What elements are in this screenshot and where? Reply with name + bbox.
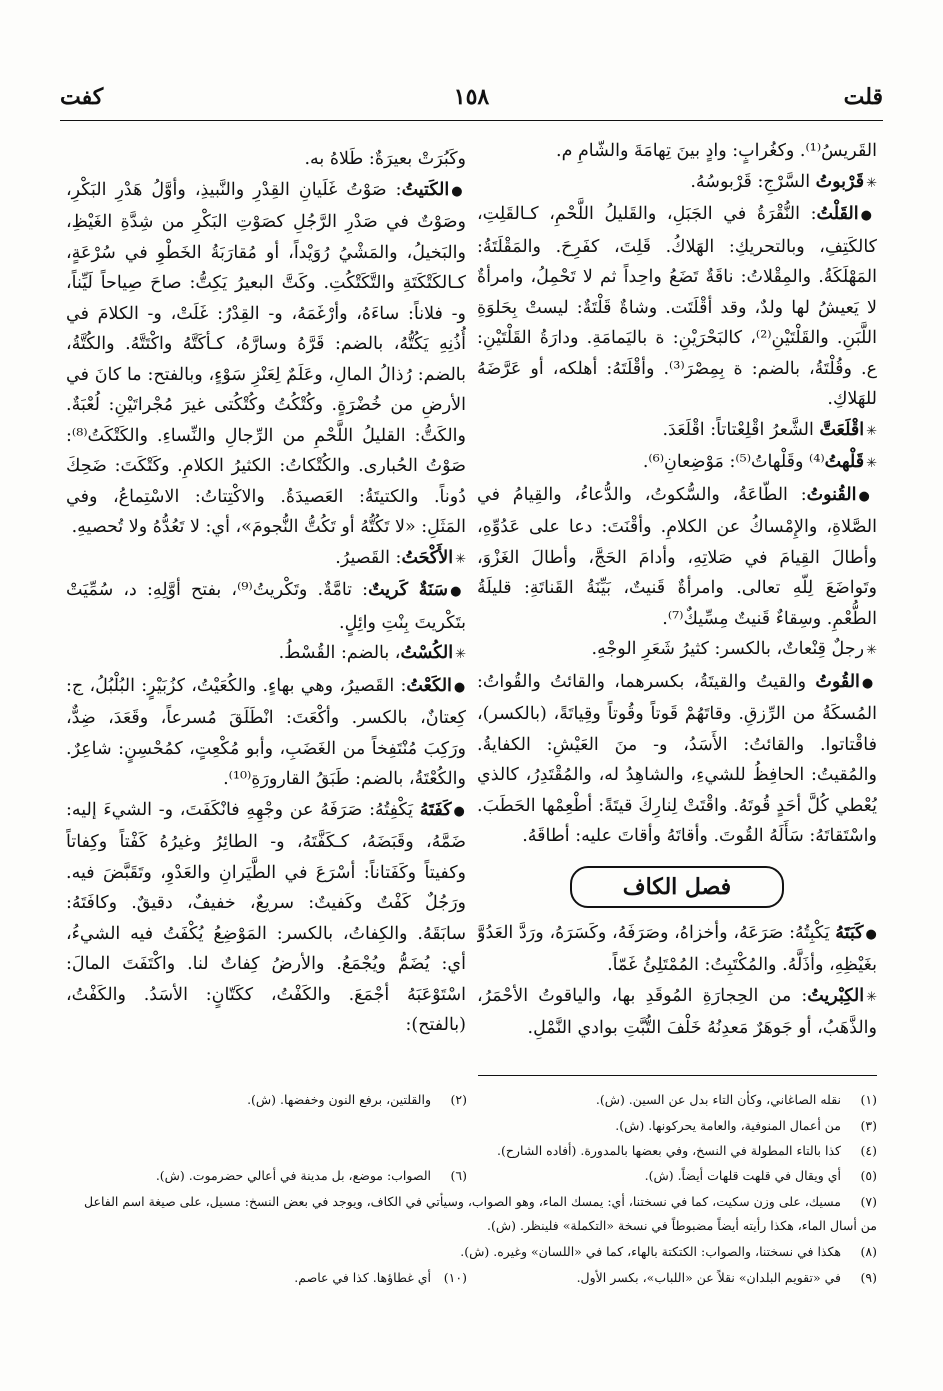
entry-headword: الكَعْتُ [406,675,452,696]
entry-headword: قَلْهتُ [824,452,865,472]
dictionary-entry [477,415,877,448]
entry-text: القَريسُ⁽¹⁾. وكغُرابٍ: وادٍ بينَ تِهامَةَ والشّامِ م. [556,141,877,161]
footnote-number: (٥) [860,1168,877,1183]
entry-text: يَكْبِتُهُ: صَرَعَهُ، وأخزاهُ، وصَرَفَهُ، وكَسَرَهُ، ورَدَّ العَدُوَّ بغَيْظِهِ، وأذَلَّهُ. والمُكْتَبِتُ: المُمْتَلِئُ غَمّاً. [477,922,877,975]
entry-text: : تامَّةٌ. وتَكْريتُ⁽⁹⁾، بفتح أوَّلِهِ: د، سُمِّيَتْ بتَكْريتَ بِنْتِ وائِلٍ. [66,580,466,633]
dictionary-entry [66,795,466,1041]
entry-headword: الكُسْتُ [400,643,454,663]
footnote-number: (١) [860,1092,877,1107]
dictionary-entry [66,543,466,576]
footnote-text: نقله الصاغاني، وكأن التاء بدل عن السين. (ش). [595,1092,841,1107]
footnote-number: (٩) [860,1270,877,1285]
dictionary-entry [66,144,466,175]
dictionary-entry [477,480,877,635]
entry-text: الشَّعرُ اقْلِعْتاتاً: اقْلَعَدَ. [662,419,820,440]
footnotes [67,1088,877,1338]
entry-text: : صَوْتُ غَلَيانِ القِدْرِ والنَّبيذِ، وأوَّلُ هَدْرِ البَكْرِ، وصَوْتٌ في صَدْرِ الرَّجُلِ كصَوْتِ البَكْرِ من شِدَّةِ الغَيْظِ، والبَخيلُ، والمَشْيُ رُوَيْداً، أو مُقارَبَةُ الخَطْوِ في سُرْعَةٍ، كـالكَتْكَتَةِ والتَّكَتْكُتِ. وكَتَّ البعيرُ يَكِتُّ: صاحَ صِياحاً لَيِّناً، و- فلاناً: ساءَهُ، وأرْغَمَهُ، و- القِدْرُ: غَلَتْ، و- الكلامَ في أُذُنِهِ يَكُتُّهُ، بالضم: قَرَّهُ وسارَّهُ، كـأكَتَّهُ واكْتَتَّهُ. والكُتَّةُ، بالضم: رُذالُ المالِ، وعَلَمٌ لِعَنْزِ سَوْءٍ، وبالفتح: ما كانَ في الأرضِ من خُضْرَةٍ. وكُتْكُتُ وكُتْكُتى غيرَ مُجْراتَيْنِ: لُعْبَةٌ. والكَتُّ: القليلُ اللَّحْمِ من الرِّجالِ والنِّساءِ. والكَتْكَتُ⁽⁸⁾: صَوْتُ الحُبارى. والكُتْكاتُ: الكثيرُ الكلامِ. وكَتْكَتَ: ضَحِكَ دُوناً. والكتيتَةُ: العَصيدَةُ. والاكْتِتاتُ: الاسْتِماعُ، وفي المَثَلِ: «لا تَكُتُّهُ أو تَكُتُّ النُّجومَ»، أي: لا تَعُدُّهُ ولا تُحصيهِ. [66,179,466,537]
dictionary-entry [66,638,466,671]
dictionary-entry [66,671,466,795]
entry-text: : الطّاعَةُ، والسُّكوتُ، والدُّعاءُ، والقِيامُ في الصَّلاةِ، والإِمْساكُ عن الكلامِ. وأقْنَتَ: دعا على عَدُوِّهِ، وأطالَ القِيامَ في صَلاتِهِ، وأدامَ الحَجَّ، وأطالَ الغَزْوَ، وتَواضَعَ لِلّهِ تعالى. وامرأةٌ قَنيتٌ، بَيِّنَةُ القَناتَةِ: قليلَةُ الطُّعْمِ. وسِقاءٌ قَنيتٌ مِسِّيكٌ⁽⁷⁾. [477,484,877,629]
entry-text: السَّرْجِ: قَرْبوسُهُ. [690,171,816,192]
dictionary-entry [477,199,877,415]
dictionary-entry [66,575,466,638]
entry-text: والقيتُ والقيتَةُ، بكسرهما، والقائتُ والقُواتُ: المُسكَةُ من الرِّزقِ. وقاتَهُمْ قَوتاً وقُوتاً وقِياتَةً، (بالكسر)، فاقْتاتوا. والقائتُ: الأَسَدُ، و- منَ العَيْشِ: الكفايةُ. والمُقيتُ: الحافِظُ للشيءِ، والشاهِدُ له، والمُقْتَدِرُ، كالذي يُعْطي كُلَّ أحَدٍ قُوتَهُ. واقْتَتْ لِنارِكَ قيتَةً: أطْعِمْها الحَطَبَ. واسْتَقاتَهُ: سَأَلَهُ القُوتَ. وأقاتَهُ وأقاتَ عليه: أطاقَهُ. [477,671,877,846]
entry-headword: الكِبْريتُ [807,985,865,1006]
entry-text: : القَصيرُ. [335,547,402,568]
entry-text: : القَصيرُ، وهي بهاءٍ. والكُعَيْتُ، كزُبَيْرٍ: البُلْبُلُ، ج: كِعتانٌ، بالكسر. وأكْعَتَ: انْطَلَقَ مُسرعاً، وقَعَدَ، ضِدٌّ، ورَكِبَ مُنْتَفِخاً من الغَضَبِ، وأبو مُكْعِتٍ، كمُحْسِنٍ: شاعِرٌ. والكُعْتَةُ، بالضم: طَبَقُ القارورَةِ⁽¹⁰⁾. [66,675,466,789]
footnote-text: كذا بالتاء المطولة في النسخ، وفي بعضها بالمدورة. (أفاده الشارح). [496,1143,841,1158]
footnote-text: من أعمال المنوفية، والعامة يحركونها. (ش). [615,1118,841,1133]
entry-text: رجلٌ قِنْعاتٌ، بالكسر: كثيرُ شَعَرِ الوجْهِ. [591,639,865,659]
footnote-text: أي ويقال في قلهت قلهات أيضاً. (ش). [644,1168,841,1183]
entry-headword: القُوتُ [815,671,860,692]
footnote-text: أي غطاؤها. كذا في عاصم. [294,1270,431,1285]
footnote-text: مسيك، على وزن سكيت، كما في نسختنا، أي: يمسك الماء، وهو الصواب، وسيأتي في الكاف، ويوجد في بعض النسخ: مسيل، على صيغة اسم الفاعل من أسال الماء، هكذا رأيته أيضاً مضبوطاً في نسخة «التكملة» فلينظر. (ش). [84,1194,877,1233]
footnote [67,1088,467,1112]
footnote [477,1088,877,1112]
dictionary-entry [477,981,877,1044]
dictionary-entry [477,634,877,667]
footnote-number: (٤) [860,1143,877,1158]
footnote [477,1114,877,1138]
entry-headword: قَرْبوتُ [815,171,865,192]
entry-headword: سَنَةٌ كَريتٌ [368,580,449,600]
header-rule [60,120,883,121]
dictionary-entry [477,136,877,167]
footnote [477,1266,877,1290]
entry-headword: الأَكْحَتُ [401,547,454,568]
footnote [477,1164,877,1188]
footnote-number: (٢) [450,1092,467,1107]
section-heading: فصل الكاف [570,866,784,908]
footnote-text: والقلتين، برفع النون وخفضها. (ش). [247,1092,431,1107]
entry-text: يَكْفِتُهُ: صَرَفَهُ عن وجْهِهِ فانْكَفَتَ، و- الشيءَ إليه: ضَمَّهُ، وقَبَضَهُ، كـكَفَّتَهُ، و- الطائِرُ وغيرُهُ كَفْتاً وكِفاتاً وكفيتاً وكَفَتاناً: أسْرَعَ في الطَّيَرانِ والعَدْوِ، وتَقَبَّضَ فيه. ورَجُلٌ كَفْتٌ وكَفيتٌ: سريعٌ، خفيفٌ، دقيقٌ. وكافَتَهُ: سابَقَهُ. والكِفاتُ، بالكسر: المَوْضِعُ يُكْفَتُ فيه الشيءُ، أي: يُضَمُّ ويُجْمَعُ. والأرضُ كِفاتٌ لنا. واكْتَفَتَ المالَ: اسْتَوْعَبَهُ أجْمَعَ. والكَفْتُ، ككَتّانٍ: الأسَدُ. والكَفْتُ، (بالفتح): [66,799,466,1035]
footnote-number: (٦) [450,1168,467,1183]
footnote [67,1164,467,1188]
header-left-word: كفت [60,84,104,110]
entry-headword: القُنوتُ [806,484,857,505]
entry-headword: اقْلَعَتَّ [819,419,865,440]
footnote [67,1240,877,1264]
entry-text: ، بالضم: القُسْطُ. [278,643,401,663]
header-right-word: قلت [843,84,883,110]
entry-text: : من الحِجارَةِ المُوقَدِ بها، والياقوتُ الأحْمَرُ، والذَّهَبُ، أو جَوهَرٌ مَعدِنُهُ خَلْفَ التُّبَّتِ بوادي النَّمْلِ. [477,985,877,1038]
dictionary-entry [477,167,877,200]
footnote-text: في «تقويم البلدان» نقلاً عن «اللباب»، بكسر الأول. [576,1270,841,1285]
page-number [60,84,883,110]
footnote-rule [478,1075,877,1076]
footnote-number: (٧) [860,1194,877,1209]
dictionary-entry [66,175,466,543]
dictionary-entry [477,667,877,852]
entry-text: وكَبُرَتْ بعيرَةٌ: طَلاهُ به. [304,149,466,169]
entry-text: : النُّقْرَةُ في الجَبَلِ، والقَليلُ اللَّحْمِ، كـالقَلِتِ، كالكَتِفِ، وبالتحريكِ: الهَلاكُ. قَلِتَ، كفَرِحَ. والمَقْلَتَةُ: المَهْلَكَةُ. والمِقْلاتُ: ناقَةٌ تَضَعُ واحِداً ثم لا تَحْمِلُ، وامرأةٌ لا يَعيشُ لها ولدٌ، وقد أقْلَتَت. وشاةٌ قَلْتَةٌ: ليستْ بِحَلوَةِ اللَّبَنِ. والقَلْتَيْنِ⁽²⁾، كالبَحْرَيْنِ: ة باليَمامَةِ. ودارَةُ القَلْتَيْنِ: ع. وقُلْتَةُ، بالضم: ة بِمِصْرَ⁽³⁾. وأقْلَتَهُ: أهلكه، أو عَرَّضَهُ للهَلاكِ. [477,204,877,409]
page-header [60,84,883,120]
entry-headword: الكَتيتُ [401,179,450,200]
entry-text: ⁽⁴⁾ وقَلْهاتُ⁽⁵⁾: مَوْضِعانِ⁽⁶⁾. [642,452,825,472]
entry-headword: كَفَتَهُ [419,799,452,820]
dictionary-entry [477,918,877,981]
footnote [67,1190,877,1237]
footnote-number: (٨) [860,1244,877,1259]
footnote-text: هكذا في نسختنا، والصواب: الكتكتة بالهاء، كما في «اللسان» وغيره. (ش). [460,1244,841,1259]
footnote-number: (٣) [860,1118,877,1133]
footnote [477,1139,877,1163]
entry-headword: القَلْتُ [816,204,859,224]
footnote-text: الصواب: موضع، بل مدينة في أعالي حضرموت. (ش). [155,1168,431,1183]
page-number-value: ١٥٨ [453,84,490,110]
footnote [67,1266,467,1290]
entry-headword: كَبَتَهُ [835,922,864,943]
footnote-number: (١٠) [443,1270,467,1285]
dictionary-entry [477,447,877,480]
